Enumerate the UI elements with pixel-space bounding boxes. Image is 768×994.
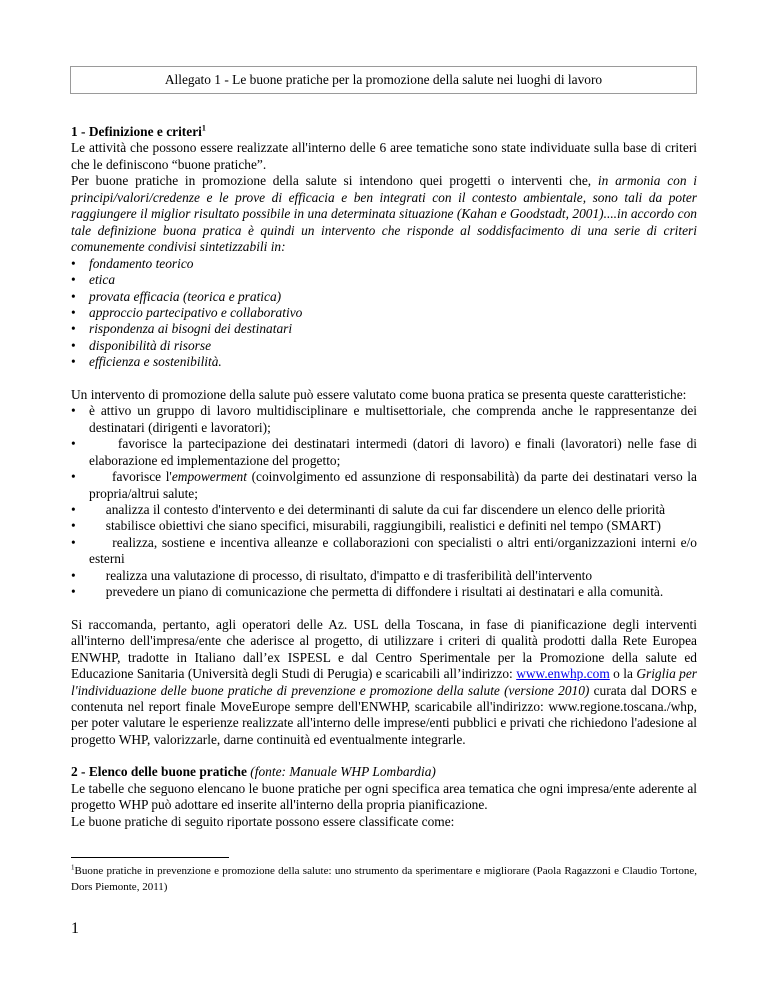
list-item: • fondamento teorico — [71, 256, 697, 272]
annex-title-box — [70, 66, 697, 94]
annex-title: Allegato 1 - Le buone pratiche per la promozione della salute nei luoghi di lavoro — [164, 72, 603, 87]
empowerment-term: empowerment — [171, 469, 247, 485]
characteristic-text: realizza, sostiene e incentiva alleanze e collaborazioni con specialisti o altri enti/organizzazioni interni e/o esterni — [89, 534, 697, 567]
list-item: • disponibilità di risorse — [71, 338, 697, 354]
footnote-ref: 1 — [201, 123, 206, 133]
enwhp-link[interactable]: www.enwhp.com — [516, 666, 610, 682]
characteristic-text: (coinvolgimento ed assunzione di responsabilità) da parte dei destinatari verso la propria/altrui salute; — [89, 469, 697, 501]
list-item — [71, 403, 697, 436]
section1-p2-italic: in armonia con i principi/valori/credenze e le prove di efficacia e ben integrati con il contesto ambientale, sono tali da poter raggiungere il miglior risultato possibile in una determinata situazione (Kahan e Goodstadt, 2001)....in accordo con tale definizione buona pratica è quindi un intervento che risponde al soddisfacimento di una serie di criteri comunemente condivisi sintetizzabili in: — [71, 173, 697, 255]
list-item: • provata efficacia (teorica e pratica) — [71, 289, 697, 305]
characteristic-text: realizza una valutazione di processo, di risultato, d'impatto e di trasferibilità dell'intervento — [105, 567, 593, 583]
section1-heading — [71, 124, 697, 140]
section1-heading-text: 1 - Definizione e criteri — [71, 124, 202, 139]
p4-text-b: o la — [609, 666, 637, 682]
list-item: • rispondenza ai bisogni dei destinatari — [71, 321, 697, 337]
section1-p2-intro: Per buone pratiche in promozione della salute si intendono quei progetti o interventi che, — [71, 173, 598, 189]
p4-text-c: curata dal DORS e contenuta nel report finale MoveEurope sempre dell'ENWHP, scaricabile all'indirizzo: www.regione.toscana./whp, per poter valutare le esperienze realizzate all'interno delle imprese/enti pubblici e privati che richiedono l'adesione al progetto WHP, valorizzarle, darne continuità ed eventualmente integrarle. — [71, 682, 697, 747]
list-item — [71, 535, 697, 568]
section1-paragraph-1: Le attività che possono essere realizzate all'interno delle 6 aree tematiche sono state individuate sulla base di criteri che le definiscono “buone pratiche”. — [71, 140, 697, 172]
list-item — [71, 436, 697, 469]
section2-heading-text: 2 - Elenco delle buone pratiche — [71, 764, 251, 780]
list-item: • efficienza e sostenibilità. — [71, 354, 697, 370]
footnote-separator — [71, 857, 229, 858]
characteristic-text: stabilisce obiettivi che siano specifici, misurabili, raggiungibili, realistici e definiti nel tempo (SMART) — [105, 518, 661, 534]
p4-italic-title: Griglia per l'individuazione delle buone pratiche di prevenzione e promozione della salute (versione 2010) — [71, 666, 698, 698]
section1-paragraph-3: Un intervento di promozione della salute può essere valutato come buona pratica se presenta queste caratteristiche: — [71, 386, 687, 402]
section1-paragraph-2 — [71, 173, 697, 255]
list-item — [71, 584, 697, 600]
characteristic-text: favorisce la partecipazione dei destinatari intermedi (datori di lavoro) e finali (lavoratori) nelle fase di elaborazione ed implementazione del progetto; — [89, 436, 697, 468]
footnote-text: Buone pratiche in prevenzione e promozione della salute: uno strumento da sperimentare e migliorare (Paola Ragazzoni e Claudio Tortone, Dors Piemonte, 2011) — [71, 865, 697, 893]
characteristic-text: analizza il contesto d'intervento e dei determinanti di salute da cui far discendere un elenco delle priorità — [105, 501, 666, 517]
characteristics-list — [71, 403, 697, 600]
section1-paragraph-4 — [71, 617, 697, 749]
list-item: • approccio partecipativo e collaborativo — [71, 305, 697, 321]
characteristic-text: favorisce l' — [112, 469, 172, 485]
criteria-list — [71, 256, 697, 371]
footnote — [71, 863, 697, 895]
characteristic-text: è attivo un gruppo di lavoro multidisciplinare e multisettoriale, che comprenda anche le rappresentanze dei destinatari (dirigenti e lavoratori); — [89, 403, 697, 435]
section2-paragraph-1: Le tabelle che seguono elencano le buone pratiche per ogni specifica area tematica che ogni impresa/ente aderente al progetto WHP può adottare ed inserite all'interno della propria pianificazione. — [71, 780, 697, 813]
page-content — [71, 124, 697, 830]
list-item — [71, 568, 697, 584]
section2-heading — [71, 764, 697, 780]
footnote-number: 1 — [71, 863, 75, 872]
section2-paragraph-2: Le buone pratiche di seguito riportate possono essere classificate come: — [71, 813, 455, 829]
list-item — [71, 502, 697, 518]
list-item — [71, 469, 697, 502]
page-number: 1 — [71, 920, 79, 937]
p4-text-a: Si raccomanda, pertanto, agli operatori delle Az. USL della Toscana, in fase di pianificazione degli interventi all'interno dell'impresa/ente che aderisce al progetto, di utilizzare i criteri di qualità prodotti dalla Rete Europea ENWHP, tradotte in Italiano dall’ex ISPESL e dal Centro Sperimentale per la Promozione della salute ed Educazione Sanitaria (Università degli Studi di Perugia) e scaricabili all’indirizzo: — [71, 616, 697, 682]
list-item — [71, 518, 697, 534]
section2-heading-source: (fonte: Manuale WHP Lombardia) — [250, 764, 436, 780]
list-item: • etica — [71, 272, 697, 288]
characteristic-text: prevedere un piano di comunicazione che permetta di diffondere i risultati ai destinatari e alla comunità. — [105, 584, 664, 600]
